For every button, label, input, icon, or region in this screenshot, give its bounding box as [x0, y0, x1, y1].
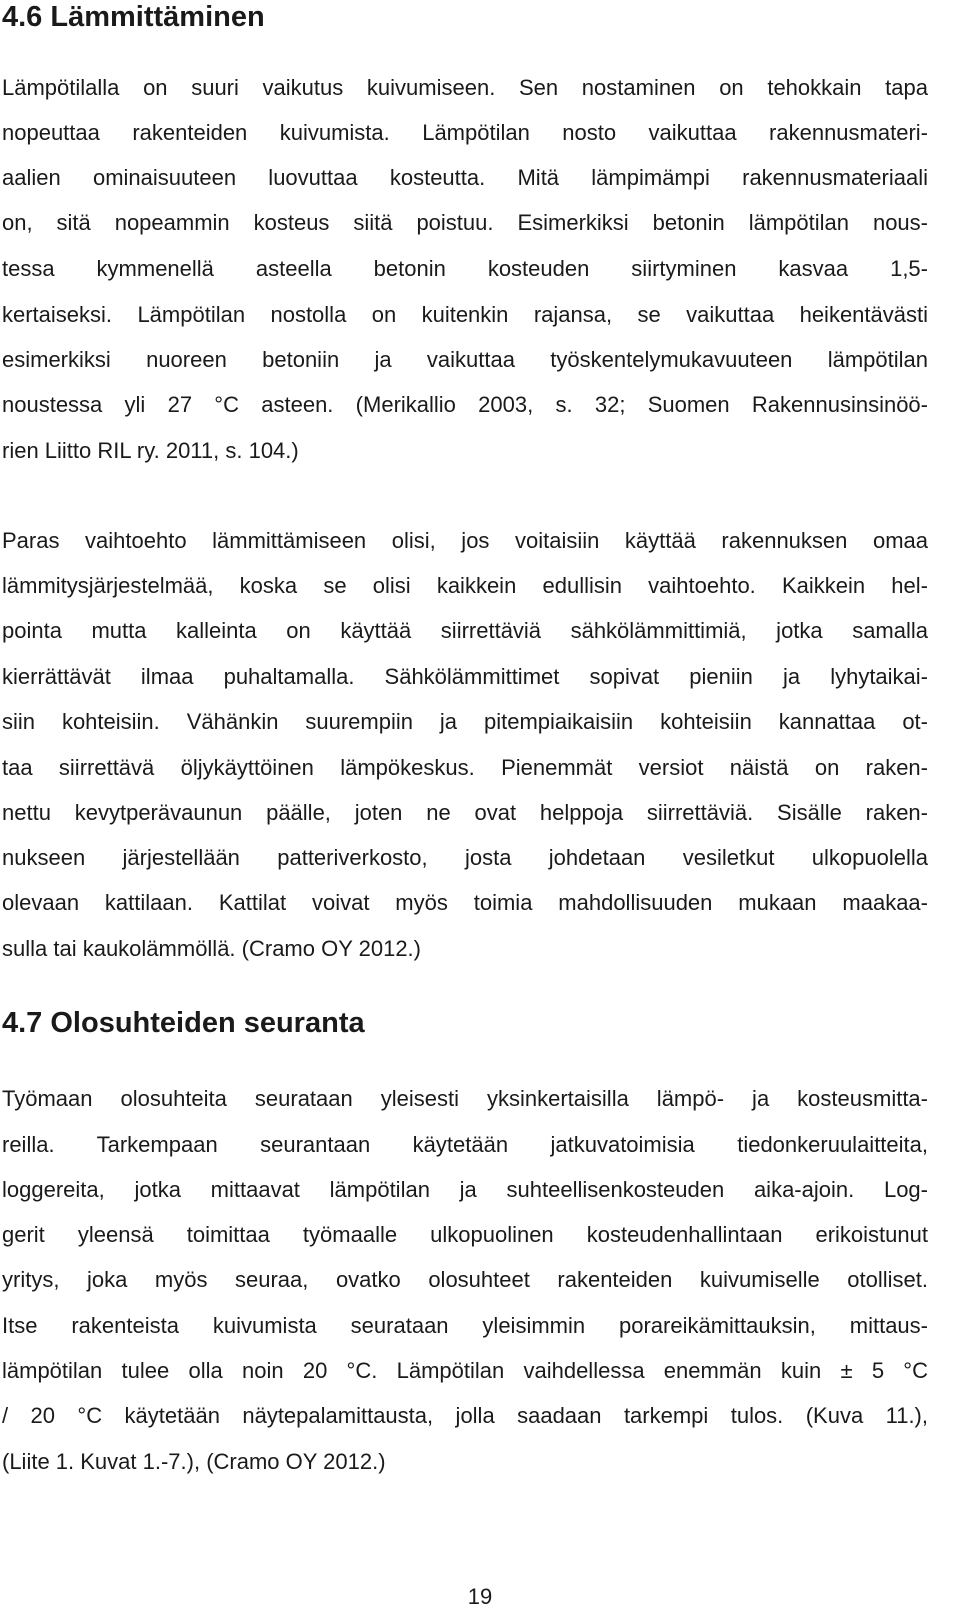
text-line: pointa mutta kalleinta on käyttää siirrettäviä sähkölämmittimiä, jotka samalla — [2, 618, 928, 643]
text-line: Lämpötilalla on suuri vaikutus kuivumiseen. Sen nostaminen on tehokkain tapa — [2, 75, 928, 100]
text-line: rien Liitto RIL ry. 2011, s. 104.) — [2, 438, 299, 463]
section-heading-olosuhteiden-seuranta: 4.7 Olosuhteiden seuranta — [2, 1007, 365, 1039]
text-line: nettu kevytperävaunun päälle, joten ne ovat helppoja siirrettäviä. Sisälle raken- — [2, 800, 928, 825]
text-line: on, sitä nopeammin kosteus siitä poistuu. Esimerkiksi betonin lämpötilan nous- — [2, 210, 928, 235]
text-line: tessa kymmenellä asteella betonin kosteuden siirtyminen kasvaa 1,5- — [2, 256, 928, 281]
text-line: loggereita, jotka mittaavat lämpötilan ja suhteellisenkosteuden aika-ajoin. Log- — [2, 1177, 928, 1202]
text-line: olevaan kattilaan. Kattilat voivat myös toimia mahdollisuuden mukaan maakaa- — [2, 890, 928, 915]
page-number: 19 — [467, 1584, 493, 1609]
text-line: Itse rakenteista kuivumista seurataan yleisimmin porareikämittauksin, mittaus- — [2, 1313, 928, 1338]
text-line: noustessa yli 27 °C asteen. (Merikallio 2003, s. 32; Suomen Rakennusinsinöö- — [2, 392, 928, 417]
text-line: (Liite 1. Kuvat 1.-7.), (Cramo OY 2012.) — [2, 1449, 386, 1474]
text-line: Työmaan olosuhteita seurataan yleisesti yksinkertaisilla lämpö- ja kosteusmitta- — [2, 1086, 928, 1111]
text-line: nopeuttaa rakenteiden kuivumista. Lämpötilan nosto vaikuttaa rakennusmateri- — [2, 120, 928, 145]
text-line: nukseen järjestellään patteriverkosto, josta johdetaan vesiletkut ulkopuolella — [2, 845, 928, 870]
text-line: Paras vaihtoehto lämmittämiseen olisi, jos voitaisiin käyttää rakennuksen omaa — [2, 528, 928, 553]
text-line: sulla tai kaukolämmöllä. (Cramo OY 2012.) — [2, 936, 421, 961]
text-line: reilla. Tarkempaan seurantaan käytetään jatkuvatoimisia tiedonkeruulaitteita, — [2, 1132, 928, 1157]
text-line: kierrättävät ilmaa puhaltamalla. Sähkölämmittimet sopivat pieniin ja lyhytaikai- — [2, 664, 928, 689]
text-line: taa siirrettävä öljykäyttöinen lämpökeskus. Pienemmät versiot näistä on raken- — [2, 755, 928, 780]
text-line: / 20 °C käytetään näytepalamittausta, jolla saadaan tarkempi tulos. (Kuva 11.), — [2, 1403, 928, 1428]
text-line: lämmitysjärjestelmää, koska se olisi kaikkein edullisin vaihtoehto. Kaikkein hel- — [2, 573, 928, 598]
text-line: kertaiseksi. Lämpötilan nostolla on kuitenkin rajansa, se vaikuttaa heikentävästi — [2, 302, 928, 327]
text-line: lämpötilan tulee olla noin 20 °C. Lämpötilan vaihdellessa enemmän kuin ± 5 °C — [2, 1358, 928, 1383]
text-line: yritys, joka myös seuraa, ovatko olosuhteet rakenteiden kuivumiselle otolliset. — [2, 1267, 928, 1292]
text-line: gerit yleensä toimittaa työmaalle ulkopuolinen kosteudenhallintaan erikoistunut — [2, 1222, 928, 1247]
section-heading-lammittaminen: 4.6 Lämmittäminen — [2, 1, 265, 33]
text-line: aalien ominaisuuteen luovuttaa kosteutta. Mitä lämpimämpi rakennusmateriaali — [2, 165, 928, 190]
text-line: esimerkiksi nuoreen betoniin ja vaikuttaa työskentelymukavuuteen lämpötilan — [2, 347, 928, 372]
text-line: siin kohteisiin. Vähänkin suurempiin ja pitempiaikaisiin kohteisiin kannattaa ot- — [2, 709, 928, 734]
